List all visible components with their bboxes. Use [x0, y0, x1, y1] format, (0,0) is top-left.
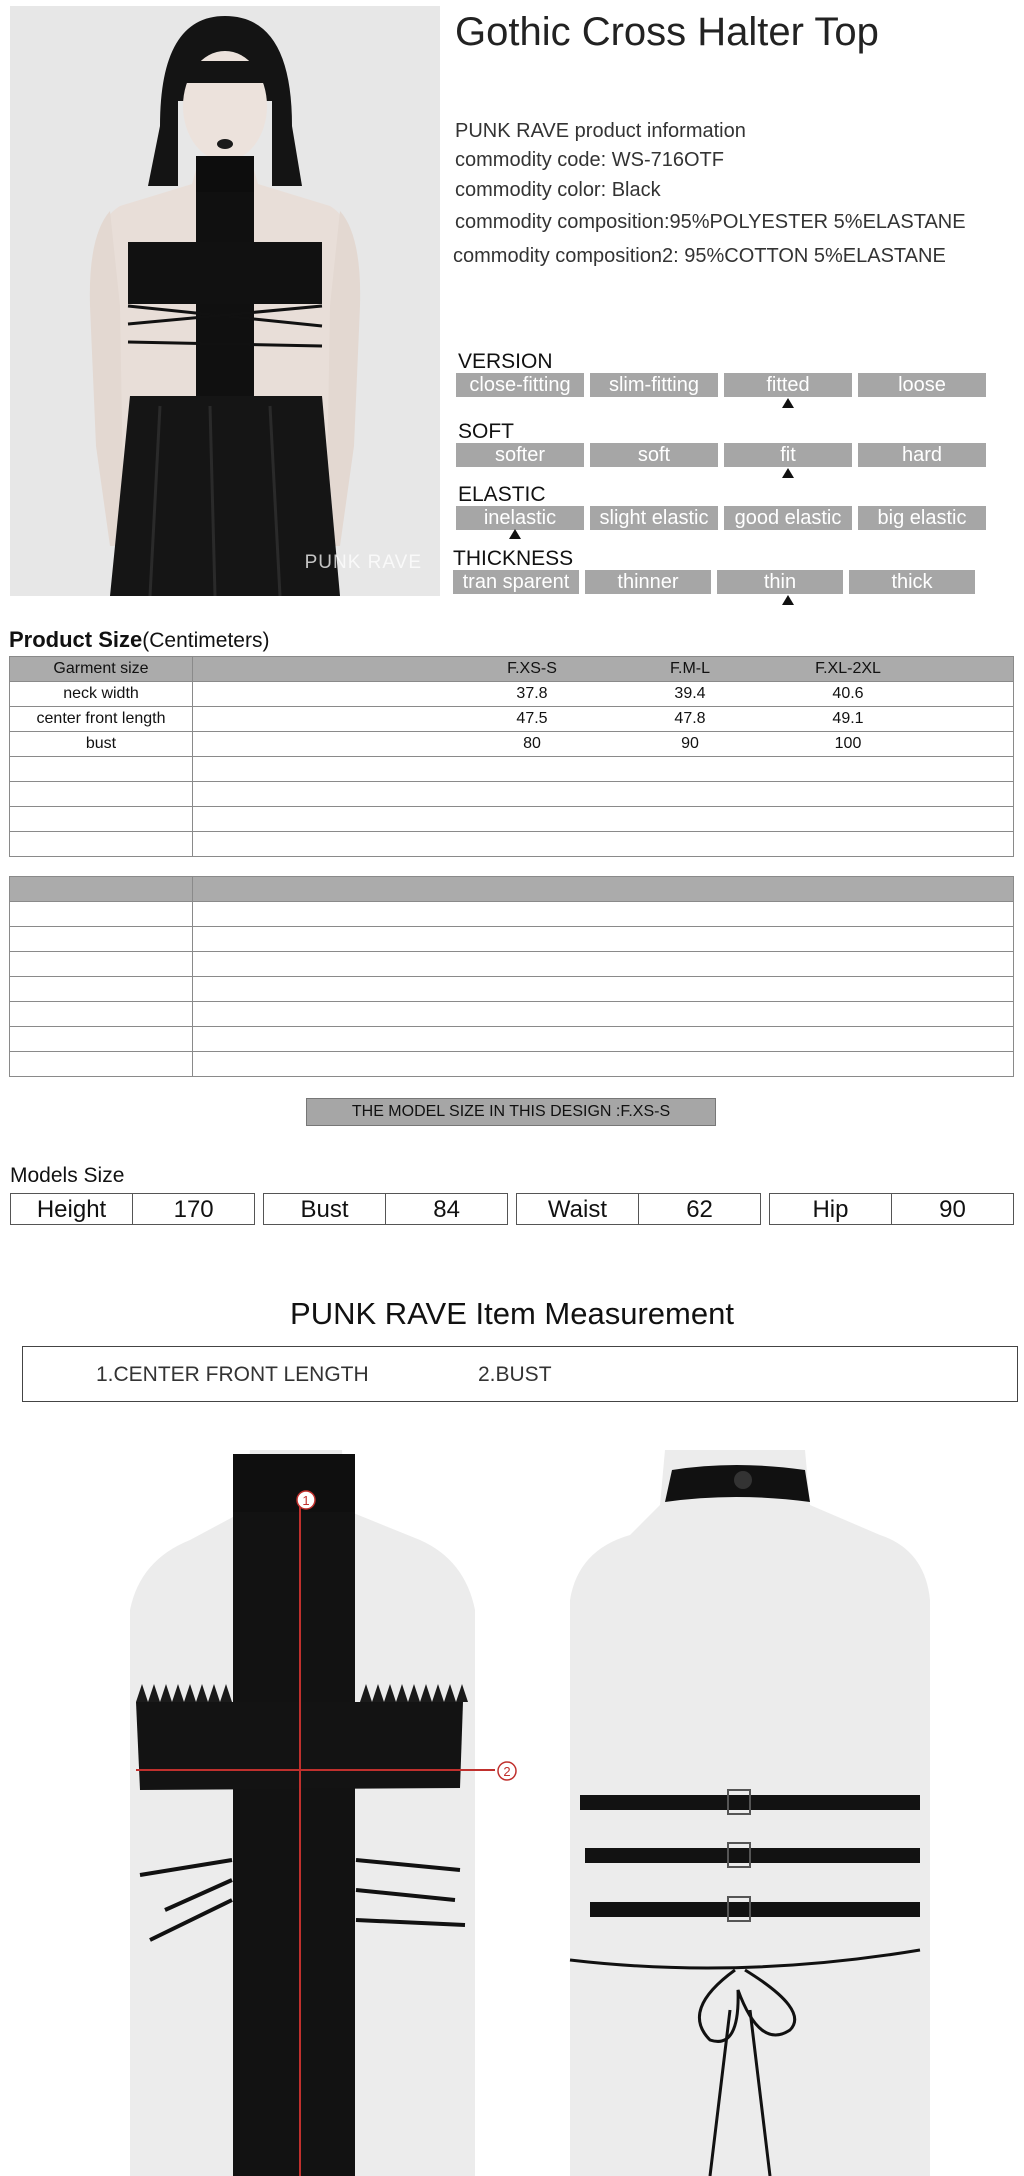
version-option: slim-fitting	[590, 373, 718, 397]
measurement-title: PUNK RAVE Item Measurement	[290, 1296, 734, 1331]
table-row	[10, 977, 1014, 1002]
empty-cell	[193, 902, 1014, 927]
table-row	[10, 782, 1014, 807]
empty-cell	[10, 902, 193, 927]
commodity-code-label: commodity code:	[455, 149, 607, 171]
measure-marker-2: 2	[503, 1764, 511, 1779]
empty-cell	[10, 927, 193, 952]
measurement-item-2: 2.BUST	[478, 1363, 552, 1386]
hip-label: Hip	[769, 1193, 891, 1225]
table-cell: 40.6	[832, 685, 864, 702]
watermark: PUNK RAVE	[304, 552, 422, 573]
model-illustration	[10, 6, 440, 596]
empty-cell	[193, 1052, 1014, 1077]
empty-cell	[193, 807, 1014, 832]
table-row	[10, 832, 1014, 857]
height-label: Height	[10, 1193, 132, 1225]
commodity-composition	[455, 211, 966, 234]
empty-cell	[193, 877, 1014, 902]
soft-selected-marker	[782, 468, 794, 478]
composition-value: 95%POLYESTER 5%ELASTANE	[669, 211, 966, 233]
soft-option: fit	[724, 443, 852, 467]
bust-label: Bust	[263, 1193, 385, 1225]
models-size-title: Models Size	[10, 1164, 125, 1187]
soft-option: softer	[456, 443, 584, 467]
table-row	[10, 757, 1014, 782]
version-scale	[456, 373, 986, 397]
hip-value: 90	[891, 1193, 1014, 1225]
table-cell: 37.8	[516, 685, 548, 702]
elastic-label: ELASTIC	[458, 483, 546, 506]
product-size-heading: Product Size	[9, 627, 143, 652]
empty-cell	[193, 1002, 1014, 1027]
measure-name: neck width	[10, 682, 193, 707]
table-cell: 39.4	[674, 685, 706, 702]
empty-cell	[10, 807, 193, 832]
table-cell: 49.1	[832, 710, 864, 727]
product-size-unit: (Centimeters)	[142, 629, 270, 652]
composition-label: commodity composition:	[455, 211, 670, 233]
elastic-option: good elastic	[724, 506, 852, 530]
version-option: close-fitting	[456, 373, 584, 397]
table-cell: 100	[834, 735, 862, 752]
thickness-scale	[453, 570, 975, 594]
commodity-color-label: commodity color:	[455, 179, 607, 201]
empty-cell	[10, 757, 193, 782]
table-cell: 90	[681, 735, 699, 752]
size-header-cell: F.XS-S	[507, 660, 557, 677]
empty-cell	[193, 832, 1014, 857]
table-row	[10, 877, 1014, 902]
table-cell: 47.8	[674, 710, 706, 727]
spacer	[255, 1193, 263, 1225]
version-selected-marker	[782, 398, 794, 408]
thickness-selected-marker	[782, 595, 794, 605]
table-row	[10, 1027, 1014, 1052]
table-row	[10, 732, 1014, 757]
size-header-cell: F.XL-2XL	[815, 660, 881, 677]
composition2-label: commodity composition2:	[453, 245, 679, 267]
empty-cell	[193, 782, 1014, 807]
product-title: Gothic Cross Halter Top	[455, 10, 879, 54]
measure-values	[193, 732, 1014, 757]
elastic-scale	[456, 506, 986, 530]
empty-cell	[10, 877, 193, 902]
size-header-cell: F.M-L	[670, 660, 710, 677]
empty-cell	[10, 1002, 193, 1027]
commodity-code	[455, 149, 724, 172]
size-columns-header	[193, 657, 1014, 682]
measure-marker-1: 1	[302, 1493, 310, 1508]
model-size-note: THE MODEL SIZE IN THIS DESIGN :F.XS-S	[306, 1098, 716, 1126]
soft-option: soft	[590, 443, 718, 467]
table-cell: 80	[523, 735, 541, 752]
thickness-option: thick	[849, 570, 975, 594]
size-table	[9, 656, 1014, 857]
empty-cell	[10, 832, 193, 857]
version-option: fitted	[724, 373, 852, 397]
empty-cell	[10, 1027, 193, 1052]
table-row	[10, 707, 1014, 732]
table-row	[10, 657, 1014, 682]
empty-cell	[193, 757, 1014, 782]
waist-label: Waist	[516, 1193, 638, 1225]
soft-scale	[456, 443, 986, 467]
product-size-title	[9, 627, 269, 653]
table-row	[10, 902, 1014, 927]
empty-cell	[193, 952, 1014, 977]
height-value: 170	[132, 1193, 255, 1225]
garment-size-header: Garment size	[10, 657, 193, 682]
back-view-image	[560, 1450, 940, 2176]
commodity-composition2	[453, 245, 946, 268]
measurement-legend	[22, 1346, 1018, 1402]
commodity-color	[455, 179, 661, 202]
soft-label: SOFT	[458, 420, 514, 443]
elastic-selected-marker	[509, 529, 521, 539]
empty-cell	[193, 1027, 1014, 1052]
brand-info-line: PUNK RAVE product information	[455, 120, 746, 142]
measurement-item-1: 1.CENTER FRONT LENGTH	[96, 1363, 369, 1386]
elastic-option: inelastic	[456, 506, 584, 530]
empty-cell	[10, 952, 193, 977]
thickness-option: thinner	[585, 570, 711, 594]
table-row	[10, 927, 1014, 952]
table-cell: 47.5	[516, 710, 548, 727]
composition2-value: 95%COTTON 5%ELASTANE	[684, 245, 946, 267]
bust-value: 84	[385, 1193, 508, 1225]
soft-option: hard	[858, 443, 986, 467]
commodity-code-value: WS-716OTF	[611, 149, 724, 171]
spacer	[508, 1193, 516, 1225]
models-size-row	[10, 1193, 1014, 1225]
front-view-image	[120, 1450, 520, 2176]
measure-name: bust	[10, 732, 193, 757]
table-row	[10, 807, 1014, 832]
version-label: VERSION	[458, 350, 553, 373]
blank-size-table	[9, 876, 1014, 1077]
elastic-option: big elastic	[858, 506, 986, 530]
empty-cell	[10, 1052, 193, 1077]
measure-values	[193, 707, 1014, 732]
waist-value: 62	[638, 1193, 761, 1225]
empty-cell	[193, 977, 1014, 1002]
measure-values	[193, 682, 1014, 707]
table-row	[10, 1052, 1014, 1077]
table-row	[10, 682, 1014, 707]
measure-name: center front length	[10, 707, 193, 732]
spacer	[761, 1193, 769, 1225]
commodity-color-value: Black	[611, 179, 661, 201]
product-photo	[10, 6, 440, 596]
empty-cell	[193, 927, 1014, 952]
empty-cell	[10, 782, 193, 807]
thickness-label: THICKNESS	[453, 547, 574, 570]
elastic-option: slight elastic	[590, 506, 718, 530]
thickness-option: thin	[717, 570, 843, 594]
empty-cell	[10, 977, 193, 1002]
version-option: loose	[858, 373, 986, 397]
table-row	[10, 1002, 1014, 1027]
thickness-option: tran sparent	[453, 570, 579, 594]
table-row	[10, 952, 1014, 977]
